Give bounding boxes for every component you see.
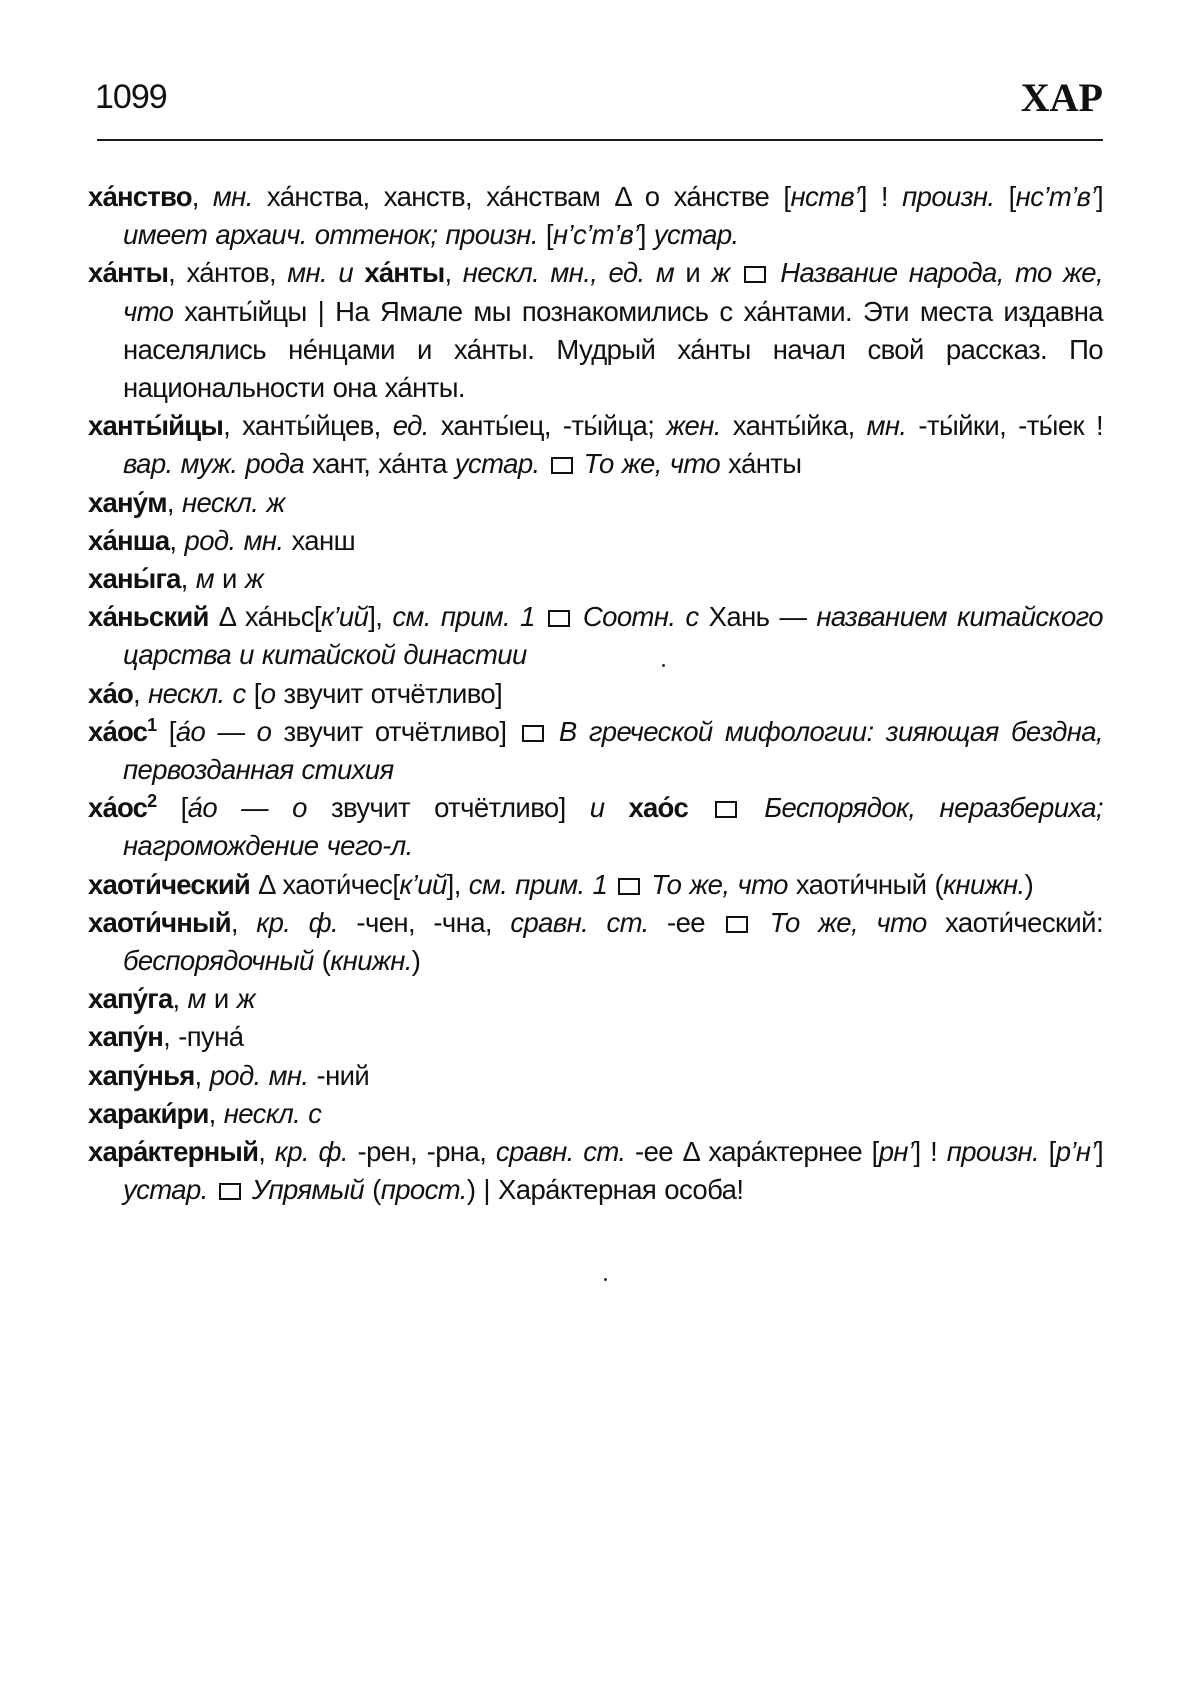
entry-text: , [169, 524, 185, 556]
headword: хапу́га [88, 983, 173, 1015]
dictionary-entry [88, 675, 1103, 713]
entry-text: , [166, 486, 182, 518]
variant-headword: ха́нты [364, 257, 445, 289]
entry-text: ханш [283, 524, 356, 556]
entry-text [535, 601, 545, 632]
grammar-note: нств’ [790, 181, 860, 212]
entry-text: -ее Δ хара́ктернее [ [625, 1136, 879, 1168]
entry-text: [ [994, 181, 1016, 212]
grammar-note: м [187, 983, 206, 1015]
entry-text: и [205, 983, 237, 1015]
entry-text: Δ хаоти́чес[ [250, 868, 400, 900]
entry-text: ], [368, 601, 393, 633]
headword: ха́ос [88, 792, 148, 824]
entry-text: , [180, 563, 196, 595]
entry-text: -ты́йки, -ты́ек ! [906, 410, 1104, 442]
grammar-note: а́о — о [187, 792, 307, 824]
entry-text [573, 601, 583, 632]
dictionary-entry [88, 1133, 1103, 1209]
headword: хаоти́ческий [88, 868, 251, 900]
headword: харaки́ри [88, 1097, 209, 1129]
entry-text: [ [245, 677, 261, 709]
entry-text [730, 257, 741, 288]
grammar-note: жен. [666, 410, 721, 442]
page-number: 1099 [95, 78, 167, 116]
grammar-note: к’ий [399, 868, 447, 900]
grammar-note: Соотн. с [582, 601, 699, 633]
grammar-note: То же, что [651, 868, 788, 900]
headword: ханы́га [88, 563, 181, 595]
grammar-note: устар. [454, 448, 540, 480]
headword: ха́ос [88, 715, 148, 747]
dictionary-entry [88, 1057, 1103, 1095]
grammar-note: устар. [123, 1174, 208, 1206]
entry-text [604, 792, 628, 823]
entry-text [540, 448, 548, 479]
grammar-note: сравн. ст. [510, 906, 649, 938]
entry-text: ) [1024, 868, 1034, 900]
entry-text [607, 869, 615, 900]
entry-text: Хань — [698, 601, 817, 633]
entry-text: ] ! [859, 181, 903, 212]
grammar-note: произн. [902, 181, 995, 212]
grammar-note: имеет архаич. оттенок; произн. [123, 219, 538, 251]
entry-text: , [172, 983, 188, 1015]
entry-text: ха́нты [720, 448, 802, 480]
grammar-note: род. мн. [184, 524, 284, 556]
entry-text: ) [411, 945, 421, 977]
dictionary-entry [88, 866, 1103, 904]
grammar-note: нескл. ж [181, 486, 285, 518]
entry-text: ] [638, 219, 654, 251]
dictionary-entry [88, 1095, 1103, 1133]
grammar-note: сравн. ст. [495, 1136, 626, 1168]
entry-text: , ха́нтов, [168, 257, 288, 289]
dictionary-entry [88, 522, 1103, 560]
headword: ха́нство [88, 181, 192, 212]
grammar-note: прост. [380, 1174, 467, 1206]
grammar-note: беспорядочный [123, 945, 314, 977]
definition-box-icon [618, 878, 640, 895]
entry-text: -рен, -рна, [347, 1136, 496, 1168]
entry-text: , -пуна́ [163, 1021, 244, 1053]
dictionary-entry [88, 178, 1103, 254]
entry-text: ], [446, 868, 469, 900]
entry-text: , [191, 181, 213, 212]
definition-box-icon [522, 725, 544, 742]
grammar-note: нескл. с [223, 1097, 322, 1129]
entry-text: хант, ха́нта [304, 448, 455, 480]
dictionary-entries [88, 178, 1103, 1209]
entry-text: звучит отчётливо] [275, 677, 503, 709]
homonym-index: 2 [147, 791, 157, 812]
entry-text: , [230, 906, 257, 938]
entry-text: ] ! [913, 1136, 947, 1168]
grammar-note: и [589, 792, 605, 824]
entry-text: и [214, 563, 245, 595]
grammar-note: ж [711, 257, 730, 289]
entry-text: [ [537, 219, 553, 251]
headword: хара́ктерный [88, 1136, 259, 1168]
entry-text [353, 257, 364, 288]
entry-text [208, 1174, 216, 1205]
definition-box-icon [551, 457, 573, 474]
headword: ха́ньский [88, 601, 209, 633]
entry-text: ) | Хара́ктерная особа! [466, 1174, 744, 1206]
grammar-note: произн. [946, 1136, 1040, 1168]
grammar-note: род. мн. [209, 1059, 309, 1091]
entry-text: ха́нства, ханств, ха́нствам Δ о ха́нстве [ [252, 181, 791, 212]
grammar-note: ж [244, 563, 264, 595]
definition-box-icon [219, 1183, 241, 1200]
entry-text: хаоти́ческий: [926, 906, 1103, 938]
grammar-note: нескл. мн., ед. м [462, 257, 675, 289]
entry-text: , [133, 677, 149, 709]
entry-text: , [194, 1059, 210, 1091]
definition-box-icon [548, 610, 570, 627]
entry-text [547, 716, 559, 747]
headword: хапу́н [88, 1021, 164, 1053]
grammar-note: кр. ф. [256, 906, 339, 938]
grammar-note: кр. ф. [274, 1136, 348, 1168]
grammar-note: о [260, 677, 276, 709]
headword: ханты́йцы [88, 410, 224, 442]
print-speck [604, 1278, 607, 1281]
header-rule [97, 139, 1103, 141]
entry-text [769, 257, 780, 288]
entry-text: ] [1095, 181, 1103, 212]
entry-text: звучит отчётливо] [306, 792, 590, 824]
headword: хапу́нья [88, 1059, 195, 1091]
entry-text: Δ ха́ньс[ [208, 601, 321, 633]
dictionary-entry [88, 407, 1103, 483]
grammar-note: Название народа, то же, что [123, 257, 1103, 327]
entry-text: ханты́йцы | На Ямале мы познакомились с ха́нтами. Эти места издавна населялись не́нцами и ха́нты. Мудрый ха́нты начал свой рассказ. По национальности она ха́нты. [123, 295, 1103, 404]
grammar-note: м [195, 563, 214, 595]
grammar-note: р’н’ [1055, 1136, 1096, 1168]
entry-text: , [444, 257, 463, 289]
dictionary-entry [88, 789, 1103, 865]
entry-text [244, 1174, 252, 1205]
dictionary-entry [88, 980, 1103, 1018]
dictionary-entry [88, 560, 1103, 598]
entry-text: и [674, 257, 712, 289]
entry-text: -ее [648, 906, 724, 938]
headword: ха́нша [88, 524, 170, 556]
definition-box-icon [715, 801, 737, 818]
grammar-note: То же, что [769, 906, 927, 938]
entry-text: [ [156, 715, 176, 747]
dictionary-entry [88, 254, 1103, 407]
entry-text [576, 448, 584, 479]
headword: ха́нты [88, 257, 169, 289]
grammar-note: нс’т’в’ [1015, 181, 1096, 212]
grammar-note: мн. [212, 181, 253, 212]
grammar-note: ж [236, 983, 255, 1015]
dictionary-entry [88, 904, 1103, 980]
grammar-note: названием китайского царства и китайской династии [123, 601, 1103, 671]
grammar-note: То же, что [583, 448, 721, 480]
entry-text [688, 792, 712, 823]
print-speck [662, 664, 665, 667]
entry-text: , [208, 1097, 224, 1129]
entry-text: -ний [308, 1059, 370, 1091]
entry-text: хаоти́чный ( [787, 868, 944, 900]
page-header [95, 75, 1103, 138]
dictionary-entry [88, 713, 1103, 789]
grammar-note: см. прим. 1 [468, 868, 608, 900]
definition-box-icon [744, 266, 766, 283]
grammar-note: а́о — о [175, 715, 272, 747]
grammar-note: книжн. [330, 945, 412, 977]
grammar-note: ед. [392, 410, 429, 442]
grammar-note: устар. [653, 219, 739, 251]
dictionary-entry [88, 484, 1103, 522]
entry-text: , ханты́йцев, [223, 410, 393, 442]
grammar-note: В греческой мифологии: зияющая бездна, первозданная стихия [123, 715, 1103, 786]
grammar-note: см. прим. 1 [392, 601, 535, 633]
headword: ха́о [88, 677, 133, 709]
entry-text: ханты́йка, [720, 410, 867, 442]
grammar-note: н’с’т’в’ [552, 219, 639, 251]
entry-text: [ [1039, 1136, 1056, 1168]
dictionary-entry [88, 1018, 1103, 1056]
grammar-note: нескл. с [148, 677, 246, 709]
grammar-note: мн. и [287, 257, 354, 289]
grammar-note: Упрямый [251, 1174, 365, 1206]
headword: хаоти́чный [88, 906, 231, 938]
entry-text [740, 792, 764, 823]
dictionary-entry [88, 598, 1103, 674]
grammar-note: вар. муж. рода [123, 448, 305, 480]
entry-text: ] [1095, 1136, 1103, 1168]
headword: хану́м [88, 486, 167, 518]
grammar-note: мн. [866, 410, 907, 442]
homonym-index: 1 [147, 714, 157, 735]
entry-text: [ [156, 792, 188, 824]
entry-text: -чен, -чна, [338, 906, 511, 938]
grammar-note: книжн. [943, 868, 1025, 900]
grammar-note: к’ий [320, 601, 369, 633]
grammar-note: Беспорядок, неразбериха; нагромождение чего-л. [123, 792, 1103, 862]
entry-text [751, 907, 769, 938]
entry-text: ханты́ец, -ты́йца; [428, 410, 667, 442]
variant-headword: хао́с [628, 792, 689, 824]
grammar-note: рн’ [878, 1136, 914, 1168]
entry-text: звучит отчётливо] [271, 715, 519, 747]
definition-box-icon [726, 916, 748, 933]
running-head: ХАР [1020, 75, 1103, 120]
entry-text: ( [364, 1174, 381, 1206]
entry-text: , [258, 1136, 275, 1168]
entry-text: ( [313, 945, 331, 977]
